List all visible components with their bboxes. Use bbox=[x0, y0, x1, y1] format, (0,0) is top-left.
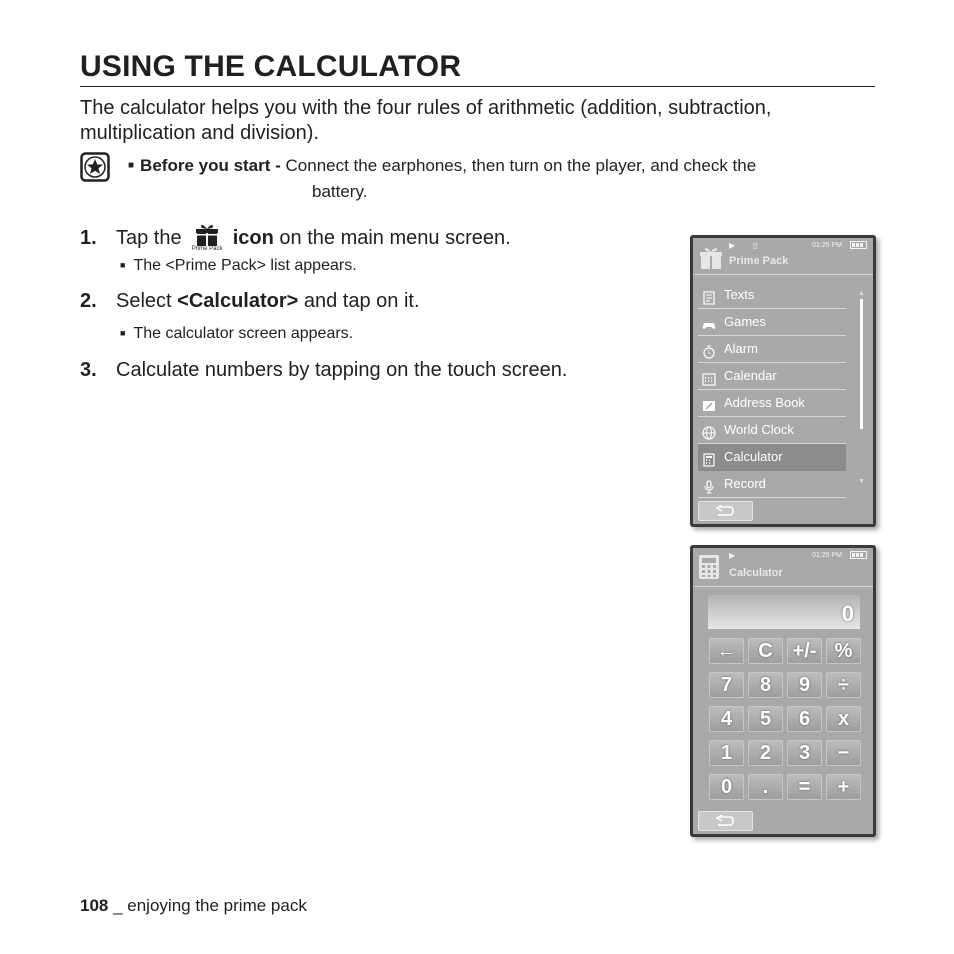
star-note-icon bbox=[80, 152, 110, 182]
key-minus-button[interactable]: − bbox=[826, 740, 861, 766]
step-number: 1. bbox=[80, 227, 97, 249]
key-backspace-button[interactable]: ← bbox=[709, 638, 744, 664]
intro-paragraph: The calculator helps you with the four rules of arithmetic (addition, subtraction, multiplication and division). bbox=[80, 97, 772, 144]
prime-pack-icon bbox=[187, 222, 227, 258]
note-text: Connect the earphones, then turn on the player, and check the bbox=[280, 156, 757, 175]
before-you-start-note bbox=[128, 154, 868, 203]
page-number: 108 bbox=[80, 896, 109, 915]
clock-time: 01:25 PM bbox=[812, 242, 842, 249]
menu-item-label: Record bbox=[724, 476, 766, 491]
footer-text: _ enjoying the prime pack bbox=[108, 896, 307, 915]
key-2-button[interactable]: 2 bbox=[748, 740, 783, 766]
note-bold: Before you start - bbox=[140, 156, 281, 175]
menu-item-label: Alarm bbox=[724, 341, 758, 356]
menu-item-texts[interactable] bbox=[698, 282, 846, 309]
globe-icon bbox=[702, 423, 716, 437]
key-5-button[interactable]: 5 bbox=[748, 706, 783, 732]
page-footer bbox=[80, 896, 307, 916]
status-bar bbox=[693, 548, 873, 587]
key-8-button[interactable]: 8 bbox=[748, 672, 783, 698]
scroll-down-icon[interactable]: ▼ bbox=[858, 478, 865, 485]
key-decimal-button[interactable]: . bbox=[748, 774, 783, 800]
step-1-pre: Tap the bbox=[116, 227, 182, 249]
battery-icon bbox=[850, 551, 867, 559]
calendar-icon bbox=[702, 369, 716, 383]
play-icon: ▶ bbox=[729, 241, 736, 250]
key-9-button[interactable]: 9 bbox=[787, 672, 822, 698]
step-2-post: and tap on it. bbox=[298, 290, 420, 312]
step-2 bbox=[80, 289, 420, 313]
menu-item-label: World Clock bbox=[724, 422, 794, 437]
calculator-display bbox=[708, 595, 860, 629]
scrollbar[interactable] bbox=[860, 299, 863, 429]
menu-item-label: Games bbox=[724, 314, 766, 329]
bullet: ■ bbox=[120, 328, 126, 338]
key-multiply-button[interactable]: x bbox=[826, 706, 861, 732]
calculator-icon bbox=[702, 450, 716, 464]
step-1-result bbox=[120, 256, 357, 277]
back-button[interactable] bbox=[698, 811, 753, 831]
menu-item-calendar[interactable] bbox=[698, 363, 846, 390]
key-6-button[interactable]: 6 bbox=[787, 706, 822, 732]
step-number: 3. bbox=[80, 359, 97, 381]
menu-item-address-book[interactable] bbox=[698, 390, 846, 417]
address-book-icon bbox=[702, 396, 716, 410]
step-2-pre: Select bbox=[116, 290, 178, 312]
key-equals-button[interactable]: = bbox=[787, 774, 822, 800]
step-3 bbox=[80, 358, 567, 382]
prime-pack-icon-caption: Prime Pack bbox=[191, 246, 223, 252]
key-0-button[interactable]: 0 bbox=[709, 774, 744, 800]
scroll-up-icon[interactable]: ▲ bbox=[858, 290, 865, 297]
bullet: ■ bbox=[128, 160, 135, 171]
note-text-continued: battery. bbox=[312, 182, 368, 201]
menu-item-label: Texts bbox=[724, 287, 755, 302]
back-arrow-icon bbox=[715, 815, 735, 827]
page-title: USING THE CALCULATOR bbox=[80, 50, 462, 83]
battery-icon bbox=[850, 241, 867, 249]
clock-time: 01:25 PM bbox=[812, 552, 842, 559]
step-1-result-text: The <Prime Pack> list appears. bbox=[133, 257, 357, 274]
menu-item-alarm[interactable] bbox=[698, 336, 846, 363]
key-plus-button[interactable]: + bbox=[826, 774, 861, 800]
key-7-button[interactable]: 7 bbox=[709, 672, 744, 698]
key-1-button[interactable]: 1 bbox=[709, 740, 744, 766]
hold-icon: ▯ bbox=[753, 241, 758, 250]
key-4-button[interactable]: 4 bbox=[709, 706, 744, 732]
menu-item-calculator[interactable] bbox=[698, 444, 846, 471]
key-divide-button[interactable]: ÷ bbox=[826, 672, 861, 698]
step-number: 2. bbox=[80, 290, 97, 312]
prime-pack-logo-icon bbox=[698, 244, 724, 275]
key-percent-button[interactable]: % bbox=[826, 638, 861, 664]
screen-title: Prime Pack bbox=[729, 255, 789, 267]
gamepad-icon bbox=[702, 315, 716, 329]
menu-item-label: Address Book bbox=[724, 395, 805, 410]
screen-title: Calculator bbox=[729, 567, 783, 579]
step-2-bold: <Calculator> bbox=[177, 290, 299, 312]
display-value: 0 bbox=[841, 601, 854, 626]
back-arrow-icon bbox=[715, 505, 735, 517]
back-button[interactable] bbox=[698, 501, 753, 521]
key-clear-button[interactable]: C bbox=[748, 638, 783, 664]
calculator-logo-icon bbox=[698, 554, 720, 585]
step-1-bold: icon bbox=[232, 227, 274, 249]
step-2-result bbox=[120, 324, 353, 345]
step-3-text: Calculate numbers by tapping on the touch screen. bbox=[116, 359, 568, 381]
prime-pack-screen bbox=[690, 235, 876, 527]
step-2-result-text: The calculator screen appears. bbox=[133, 325, 354, 342]
menu-item-games[interactable] bbox=[698, 309, 846, 336]
step-1 bbox=[80, 222, 511, 258]
calculator-screen bbox=[690, 545, 876, 837]
menu-item-label: Calendar bbox=[724, 368, 777, 383]
microphone-icon bbox=[702, 477, 716, 491]
play-icon: ▶ bbox=[729, 551, 736, 560]
menu-item-label: Calculator bbox=[724, 449, 783, 464]
texts-icon bbox=[702, 288, 716, 302]
bullet: ■ bbox=[120, 260, 126, 270]
status-bar bbox=[693, 238, 873, 275]
key-sign-button[interactable]: +/- bbox=[787, 638, 822, 664]
menu-item-record[interactable] bbox=[698, 471, 846, 498]
alarm-icon bbox=[702, 342, 716, 356]
title-rule bbox=[80, 86, 875, 87]
menu-item-world-clock[interactable] bbox=[698, 417, 846, 444]
key-3-button[interactable]: 3 bbox=[787, 740, 822, 766]
step-1-post: on the main menu screen. bbox=[273, 227, 511, 249]
